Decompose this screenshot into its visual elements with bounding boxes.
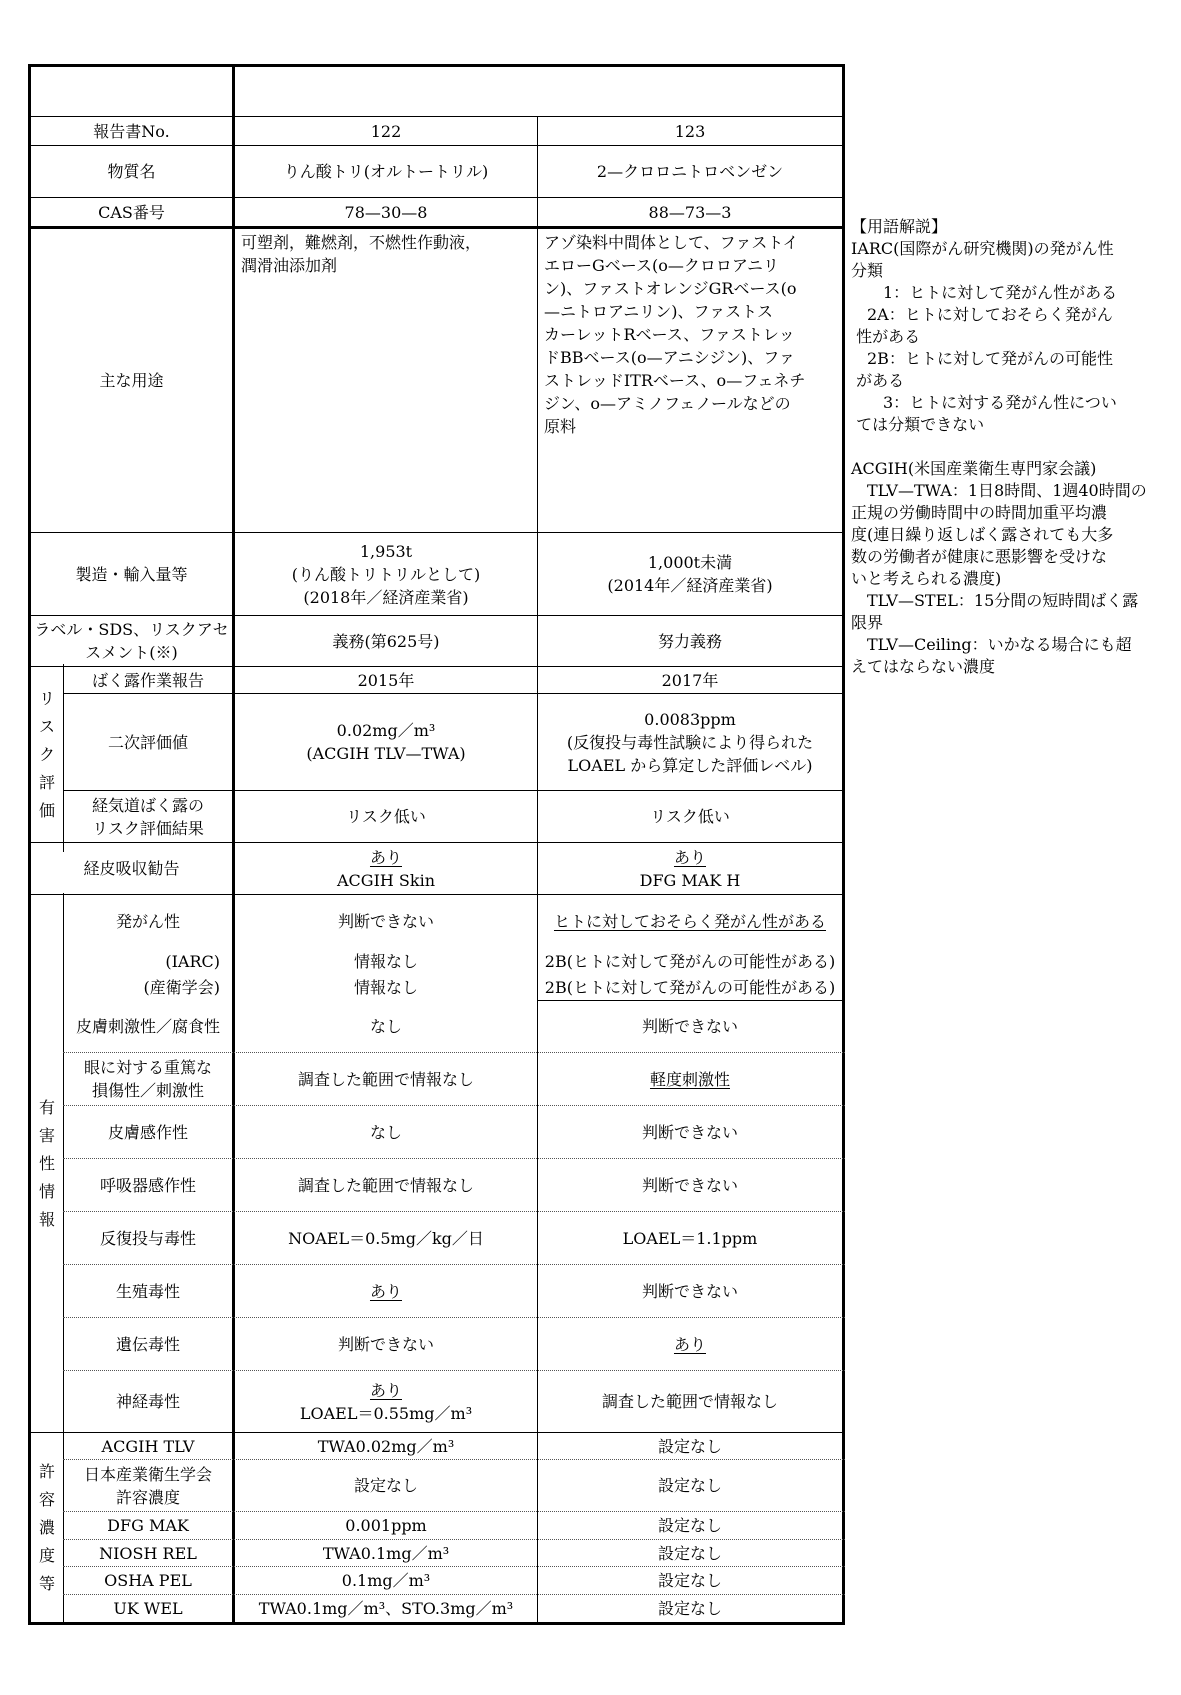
skin-irritation-a: なし bbox=[369, 1017, 402, 1036]
eye-damage-label bbox=[64, 1053, 232, 1105]
exposure-report-b: 2017年 bbox=[661, 670, 719, 690]
secondary-eval-label: 二次評価値 bbox=[107, 732, 188, 752]
inhalation-result-label bbox=[64, 791, 232, 842]
neuro-a-flag: あり bbox=[369, 1380, 402, 1400]
jsoh-a: 情報なし bbox=[353, 977, 418, 997]
eye-damage-b bbox=[538, 1053, 842, 1105]
vertical-char: 等 bbox=[38, 1573, 55, 1593]
header-left-cell bbox=[31, 67, 232, 116]
cas-b: 88—73—3 bbox=[648, 202, 732, 222]
glossary-line: 正規の労働時間中の時間加重平均濃 bbox=[851, 503, 1108, 522]
dermal-label: 経皮吸収勧告 bbox=[83, 859, 180, 878]
secondary-eval-b-line: 0.0083ppm bbox=[644, 709, 736, 729]
jsoh-limit-b: 設定なし bbox=[657, 1476, 722, 1495]
vertical-char: 容 bbox=[38, 1489, 55, 1509]
production-a bbox=[235, 533, 537, 615]
carcinogenicity-label: 発がん性 bbox=[115, 911, 180, 931]
uses-b-line: ジン、o—アミノフェノールなどの bbox=[544, 394, 791, 413]
report-no-label: 報告書No. bbox=[93, 121, 170, 141]
niosh-rel-a: TWA0.1mg／m³ bbox=[322, 1543, 450, 1563]
production-a-line: (2018年／経済産業省) bbox=[303, 587, 469, 607]
header-right-cell bbox=[235, 67, 842, 116]
vertical-char: 情 bbox=[38, 1181, 55, 1201]
niosh-rel-label: NIOSH REL bbox=[99, 1543, 197, 1563]
jsoh-b: 2B(ヒトに対して発がんの可能性がある) bbox=[544, 977, 836, 997]
vertical-char: 報 bbox=[38, 1209, 55, 1229]
glossary-line: ACGIH(米国産業衛生専門家会議) bbox=[851, 459, 1097, 478]
glossary-notes bbox=[851, 216, 1151, 678]
repeated-dose-b: LOAEL＝1.1ppm bbox=[622, 1228, 758, 1248]
skin-irritation-b: 判断できない bbox=[641, 1017, 738, 1036]
glossary-line: 度(連日繰り返しばく露されても大多 bbox=[851, 525, 1114, 544]
niosh-rel-b: 設定なし bbox=[657, 1543, 722, 1563]
dermal-a-flag: あり bbox=[369, 847, 402, 867]
substance-b: 2—クロロニトロベンゼン bbox=[596, 162, 784, 181]
dfg-mak-b: 設定なし bbox=[657, 1516, 722, 1535]
label-sds-label bbox=[31, 616, 232, 666]
skin-irritation-label: 皮膚刺激性／腐食性 bbox=[75, 1017, 220, 1036]
uses-b-line: ン)、ファストオレンジGRベース(o bbox=[544, 279, 797, 298]
uses-a-line: 潤滑油添加剤 bbox=[241, 256, 338, 275]
inhalation-result-a: リスク低い bbox=[346, 807, 426, 826]
eye-damage-label-line: 眼に対する重篤な bbox=[83, 1058, 212, 1077]
vertical-char: 性 bbox=[38, 1153, 55, 1173]
production-b-line: (2014年／経済産業省) bbox=[607, 576, 773, 595]
cas-label: CAS番号 bbox=[98, 202, 165, 222]
dermal-a bbox=[235, 843, 537, 894]
substance-label: 物質名 bbox=[107, 162, 156, 181]
glossary-line: TLV—STEL：15分間の短時間ばく露 bbox=[851, 591, 1139, 610]
resp-sensitization-b: 判断できない bbox=[641, 1175, 738, 1195]
secondary-eval-b-line: (反復投与毒性試験により得られた bbox=[566, 732, 814, 752]
label-sds-a: 義務(第625号) bbox=[332, 631, 440, 651]
uses-a bbox=[235, 231, 537, 531]
dfg-mak-label: DFG MAK bbox=[107, 1516, 189, 1535]
production-label: 製造・輸入量等 bbox=[75, 564, 188, 584]
osha-pel-a: 0.1mg／m³ bbox=[341, 1571, 431, 1590]
glossary-line: 3：ヒトに対する発がん性につい bbox=[851, 393, 1117, 412]
acgih-tlv-b: 設定なし bbox=[657, 1436, 722, 1456]
jsoh-limit-label-line: 日本産業衛生学会 bbox=[83, 1464, 212, 1484]
iarc-b: 2B(ヒトに対して発がんの可能性がある) bbox=[544, 951, 836, 971]
vertical-char: 害 bbox=[38, 1125, 55, 1145]
neuro-label: 神経毒性 bbox=[115, 1392, 180, 1411]
secondary-eval-a-line: 0.02mg／m³ bbox=[336, 721, 436, 740]
glossary-line: 性がある bbox=[851, 327, 921, 346]
table-border-bottom bbox=[28, 1622, 845, 1625]
uses-b-line: ドBBベース(o—アニシジン)、ファ bbox=[544, 348, 795, 367]
hazard-table bbox=[28, 64, 845, 1625]
uses-b-line: ストレッドITRベース、o—フェネチ bbox=[544, 371, 806, 390]
uk-wel-a: TWA0.1mg／m³、STO.3mg／m³ bbox=[258, 1599, 514, 1618]
production-b bbox=[538, 533, 842, 615]
skin-sensitization-label: 皮膚感作性 bbox=[107, 1122, 188, 1142]
dermal-a-source: ACGIH Skin bbox=[336, 870, 435, 890]
skin-sensitization-a: なし bbox=[369, 1122, 402, 1142]
iarc-a: 情報なし bbox=[353, 951, 418, 971]
glossary-line: 限界 bbox=[851, 613, 884, 632]
label-sds-b: 努力義務 bbox=[657, 631, 722, 651]
neuro-a-value: LOAEL＝0.55mg／m³ bbox=[299, 1403, 473, 1423]
inhalation-result-b: リスク低い bbox=[650, 807, 730, 826]
jsoh-limit-label bbox=[64, 1460, 232, 1511]
reproductive-b: 判断できない bbox=[641, 1281, 738, 1301]
table-border-right bbox=[842, 64, 845, 1625]
uses-label: 主な用途 bbox=[99, 371, 164, 390]
label-sds-label-line: ラベル・SDS、リスクアセ bbox=[34, 620, 229, 639]
vertical-char: リ bbox=[38, 688, 55, 708]
eye-damage-a: 調査した範囲で情報なし bbox=[297, 1069, 474, 1089]
production-a-line: (りん酸トリトリルとして) bbox=[291, 564, 481, 584]
dermal-b bbox=[538, 843, 842, 894]
glossary-line: えてはならない濃度 bbox=[851, 657, 996, 676]
eye-damage-b-text: 軽度刺激性 bbox=[649, 1069, 730, 1089]
uses-a-line: 可塑剤，難燃剤，不燃性作動液， bbox=[241, 233, 482, 252]
glossary-line bbox=[851, 436, 1151, 458]
repeated-dose-label: 反復投与毒性 bbox=[99, 1228, 196, 1248]
secondary-eval-a bbox=[235, 694, 537, 790]
genetic-b bbox=[538, 1318, 842, 1370]
neuro-a bbox=[235, 1371, 537, 1432]
glossary-line: 2B：ヒトに対して発がんの可能性 bbox=[851, 349, 1113, 368]
carcinogenicity-b bbox=[538, 895, 842, 947]
production-b-line: 1,000t未満 bbox=[647, 553, 733, 572]
label-sds-label-line: スメント(※) bbox=[85, 643, 178, 662]
vertical-char: 価 bbox=[38, 800, 55, 820]
genetic-a: 判断できない bbox=[337, 1334, 434, 1354]
uses-b-line: 原料 bbox=[544, 417, 577, 436]
vertical-char: 濃 bbox=[38, 1517, 55, 1537]
osha-pel-label: OSHA PEL bbox=[104, 1571, 192, 1590]
uk-wel-label: UK WEL bbox=[113, 1599, 183, 1618]
reproductive-a-text: あり bbox=[369, 1281, 402, 1301]
acgih-tlv-label: ACGIH TLV bbox=[101, 1436, 195, 1456]
risk-group-label bbox=[31, 667, 63, 842]
dermal-b-source: DFG MAK H bbox=[639, 870, 741, 890]
resp-sensitization-a: 調査した範囲で情報なし bbox=[297, 1175, 474, 1195]
eye-damage-label-line: 損傷性／刺激性 bbox=[91, 1081, 204, 1100]
resp-sensitization-label: 呼吸器感作性 bbox=[99, 1175, 196, 1195]
skin-sensitization-b: 判断できない bbox=[641, 1122, 738, 1142]
vertical-char: 許 bbox=[38, 1461, 55, 1481]
glossary-line: TLV—TWA：1日8時間、1週40時間の bbox=[851, 481, 1147, 500]
uses-b-line: アゾ染料中間体として、ファストイ bbox=[544, 233, 799, 252]
dermal-b-flag: あり bbox=[673, 847, 706, 867]
report-no-b: 123 bbox=[674, 121, 706, 141]
secondary-eval-b bbox=[538, 694, 842, 790]
glossary-line: ては分類できない bbox=[851, 415, 985, 434]
secondary-eval-b-line: LOAEL から算定した評価レベル) bbox=[567, 755, 813, 775]
vertical-char: ク bbox=[38, 744, 55, 764]
cas-a: 78—30—8 bbox=[344, 202, 428, 222]
inhalation-label-line: リスク評価結果 bbox=[92, 818, 204, 838]
osha-pel-b: 設定なし bbox=[657, 1571, 722, 1590]
genetic-b-text: あり bbox=[673, 1334, 706, 1354]
report-no-a: 122 bbox=[370, 121, 402, 141]
acgih-tlv-a: TWA0.02mg／m³ bbox=[317, 1436, 455, 1456]
glossary-line: 数の労働者が健康に悪影響を受けな bbox=[851, 547, 1108, 566]
jsoh-limit-a: 設定なし bbox=[353, 1476, 418, 1495]
exposure-report-label: ばく露作業報告 bbox=[91, 670, 204, 690]
carcinogenicity-b-text: ヒトに対しておそらく発がん性がある bbox=[553, 911, 826, 931]
vertical-char: 度 bbox=[38, 1545, 55, 1565]
uses-b-line: エローGベース(o—クロロアニリ bbox=[544, 256, 780, 275]
iarc-label: (IARC) bbox=[165, 951, 220, 971]
exposure-report-a: 2015年 bbox=[357, 670, 415, 690]
inhalation-label-line: 経気道ばく露の bbox=[91, 795, 204, 815]
glossary-line: 分類 bbox=[851, 261, 884, 280]
jsoh-limit-label-line: 許容濃度 bbox=[115, 1487, 180, 1507]
secondary-eval-a-line: (ACGIH TLV—TWA) bbox=[306, 744, 466, 763]
uk-wel-b: 設定なし bbox=[657, 1599, 722, 1618]
vertical-char: ス bbox=[38, 716, 55, 736]
glossary-line: 1：ヒトに対して発がん性がある bbox=[851, 283, 1118, 302]
limit-group-label bbox=[31, 1433, 63, 1622]
reproductive-a bbox=[235, 1265, 537, 1317]
carcinogenicity-a: 判断できない bbox=[337, 911, 434, 931]
glossary-heading: 【用語解説】 bbox=[851, 217, 948, 236]
repeated-dose-a: NOAEL＝0.5mg／kg／日 bbox=[288, 1228, 484, 1248]
vertical-char: 有 bbox=[38, 1097, 55, 1117]
glossary-line: がある bbox=[851, 371, 905, 390]
vertical-char: 評 bbox=[38, 772, 55, 792]
genetic-label: 遺伝毒性 bbox=[115, 1334, 180, 1354]
uses-b-line: カーレットRベース、ファストレッ bbox=[544, 325, 795, 344]
glossary-line: IARC(国際がん研究機関)の発がん性 bbox=[851, 239, 1114, 258]
uses-b bbox=[538, 231, 842, 531]
glossary-line: 2A：ヒトに対しておそらく発がん bbox=[851, 305, 1113, 324]
uses-b-line: —ニトロアニリン)、ファストス bbox=[544, 302, 773, 321]
substance-a: りん酸トリ(オルトートリル) bbox=[283, 162, 489, 181]
production-a-line: 1,953t bbox=[359, 541, 413, 561]
reproductive-label: 生殖毒性 bbox=[115, 1281, 180, 1301]
dfg-mak-a: 0.001ppm bbox=[345, 1516, 427, 1535]
glossary-line: いと考えられる濃度) bbox=[851, 569, 1002, 588]
neuro-b: 調査した範囲で情報なし bbox=[601, 1392, 778, 1411]
glossary-line: TLV—Ceiling：いかなる場合にも超 bbox=[851, 635, 1132, 654]
hazard-group-label bbox=[31, 895, 63, 1432]
jsoh-label: (産衛学会) bbox=[143, 977, 220, 997]
